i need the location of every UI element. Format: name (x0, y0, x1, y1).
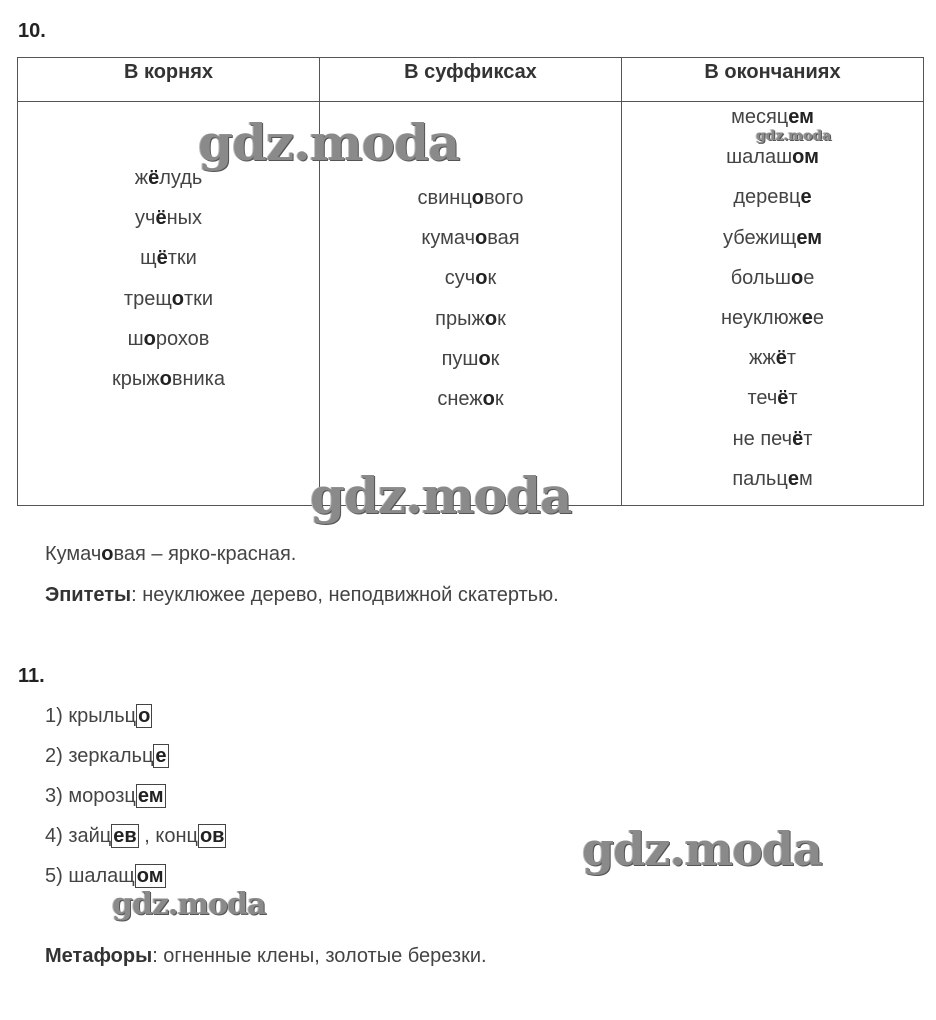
watermark: gdz.moda (310, 466, 572, 525)
task-10-number: 10. (18, 20, 46, 42)
endings-word: неуклюжее (721, 306, 824, 329)
roots-word: учёных (135, 207, 202, 230)
suffixes-word: пушок (441, 347, 500, 370)
ending-box: ов (199, 825, 225, 847)
header-roots: В корнях (18, 58, 320, 102)
kumach-note: Кумачовая – ярко-красная. (45, 543, 297, 565)
ending-box: ом (136, 865, 164, 887)
roots-word: крыжовника (111, 367, 225, 390)
endings-word: не печёт (732, 427, 813, 450)
watermark: gdz.moda (112, 887, 266, 922)
spelling-table (17, 57, 924, 506)
endings-word: убежищем (722, 226, 822, 249)
task-11-item: 3) морозц ем (45, 785, 164, 807)
metaphors-line: Метафоры: огненные клены, золотые березки. (45, 945, 487, 967)
endings-word: пальцем (732, 467, 813, 490)
epithets-term: Эпитеты (45, 584, 132, 606)
roots-word: щётки (140, 247, 197, 270)
endings-cell (622, 102, 924, 506)
watermark: gdz.moda (582, 822, 822, 876)
task-11-item: 2) зеркальц е (45, 745, 167, 767)
endings-word: большое (730, 266, 815, 289)
endings-word: деревце (733, 186, 812, 209)
task-11-item: 5) шалащ ом (45, 865, 164, 887)
task-11-number: 11. (18, 665, 45, 687)
watermark: gdz.moda (756, 128, 832, 144)
roots-word: трещотки (123, 287, 214, 310)
ending-box: е (155, 745, 167, 767)
endings-word: месяцем (731, 106, 814, 128)
header-endings: В окончаниях (622, 58, 924, 102)
ending-box: ем (137, 785, 164, 807)
endings-word: шалашом (726, 146, 819, 169)
task-11-item: 4) зайц ев , конц ов (45, 825, 225, 847)
endings-word: течёт (747, 387, 798, 410)
suffixes-word: кумачовая (421, 227, 520, 250)
task-11-item: 1) крыльц о (45, 705, 151, 727)
suffixes-word: снежок (437, 387, 504, 410)
roots-word: шорохов (127, 327, 210, 350)
header-suffixes: В суффиксах (320, 58, 622, 102)
epithets-line: Эпитеты: неуклюжее дерево, неподвижной скатертью. (45, 584, 559, 606)
suffixes-word: свинцового (417, 187, 524, 209)
roots-word: жёлудь (134, 167, 203, 189)
watermark: gdz.moda (198, 113, 460, 172)
metaphors-term: Метафоры (45, 945, 153, 967)
endings-word: жжёт (748, 347, 797, 370)
ending-box: о (138, 705, 151, 727)
suffixes-word: прыжок (435, 307, 506, 330)
suffixes-word: сучок (444, 267, 497, 290)
ending-box: ев (113, 825, 137, 847)
